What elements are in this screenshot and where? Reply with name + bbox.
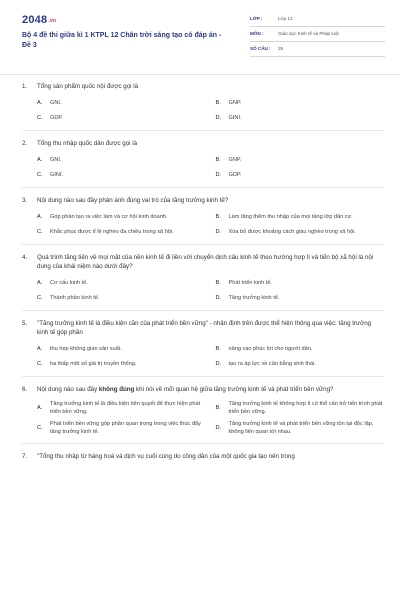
question-text: Nội dung nào sau đây phản ánh đúng vai trò của tăng trưởng kinh tế? xyxy=(37,197,229,204)
question-number: 4. xyxy=(22,254,28,261)
option-letter: C. xyxy=(37,114,43,121)
meta-key: MÔN : xyxy=(250,31,264,36)
header-divider xyxy=(0,74,400,75)
option-letter: D. xyxy=(215,114,222,121)
question-stem xyxy=(22,253,384,271)
option-text: Góp phần tạo ra việc làm và cơ hội kinh doanh. xyxy=(50,213,168,220)
option-text: GINI. xyxy=(50,171,64,178)
option-text: Xóa bỏ được khoảng cách giàu nghèo trong xã hội. xyxy=(228,228,356,235)
meta-value: 28 xyxy=(278,46,284,51)
option-letter: B. xyxy=(215,156,221,163)
question-4 xyxy=(22,253,384,311)
option-text: Tăng trưởng kinh tế là điều kiện tiên quyết để thực hiện phát triển bền vững. xyxy=(50,401,201,415)
option-text: GNI. xyxy=(50,99,62,106)
option-b[interactable] xyxy=(216,343,385,354)
question-list xyxy=(22,82,384,476)
question-1 xyxy=(22,82,384,131)
question-text xyxy=(37,385,333,394)
option-letter: A. xyxy=(37,345,43,352)
document-header xyxy=(22,12,382,62)
question-stem xyxy=(22,385,384,394)
question-3 xyxy=(22,196,384,245)
option-text: Phát triển kinh tế. xyxy=(228,279,273,286)
option-text: GNI. xyxy=(50,156,62,163)
option-b[interactable] xyxy=(216,154,385,165)
meta-value: Lớp 12 xyxy=(278,16,293,21)
option-d[interactable] xyxy=(216,226,385,237)
option-letter: B. xyxy=(215,345,221,352)
option-text: GNP. xyxy=(228,99,242,106)
question-number: 7. xyxy=(22,453,28,460)
option-text: Khắc phục được tỉ lệ nghèo đa chiều trong xã hội. xyxy=(50,228,174,235)
option-b[interactable] xyxy=(216,400,385,416)
option-letter: D. xyxy=(215,425,222,431)
option-grid xyxy=(22,400,384,436)
option-letter: A. xyxy=(37,213,43,220)
option-grid xyxy=(22,97,384,123)
option-c[interactable] xyxy=(37,226,206,237)
option-grid xyxy=(22,211,384,237)
option-letter: D. xyxy=(215,360,222,367)
option-d[interactable] xyxy=(216,420,385,436)
question-number: 6. xyxy=(22,386,28,393)
option-c[interactable] xyxy=(37,292,206,303)
option-letter: A. xyxy=(37,156,43,163)
option-letter: C. xyxy=(37,360,43,367)
question-text: Quá trình tăng tiến về mọi mặt của nền kinh tế đi liền với chuyển dịch cấu kinh tế theo hướng hợp lí và tiến bộ xã hội là nội dung của khái niệm nào dưới đây? xyxy=(37,254,374,270)
option-a[interactable] xyxy=(37,277,206,288)
option-c[interactable] xyxy=(37,358,206,369)
option-text: GDP. xyxy=(228,171,242,178)
meta-value: Giáo dục Kinh tế và Pháp luật xyxy=(278,31,339,36)
meta-row-count xyxy=(250,42,385,57)
option-letter: D. xyxy=(215,171,222,178)
option-letter: B. xyxy=(215,405,221,411)
option-text: Làm tăng thêm thu nhập của mọi tầng lớp dân cư. xyxy=(228,213,353,220)
question-2 xyxy=(22,139,384,188)
question-7 xyxy=(22,452,384,468)
question-text: Tổng thu nhập quốc dân được gọi là xyxy=(37,140,138,147)
question-text: "Tổng thu nhập từ hàng hoá và dịch vụ cuối cùng do công dân của một quốc gia tạo nên trong xyxy=(37,453,295,460)
option-d[interactable] xyxy=(216,169,385,180)
option-text: nâng cao phúc lợi cho người dân. xyxy=(228,345,313,352)
question-5 xyxy=(22,319,384,377)
option-c[interactable] xyxy=(37,169,206,180)
option-grid xyxy=(22,277,384,303)
meta-key: SỐ CÂU : xyxy=(250,46,271,51)
option-text: Tăng trưởng kinh tế. xyxy=(228,294,280,301)
option-c[interactable] xyxy=(37,420,206,436)
option-letter: B. xyxy=(215,279,221,286)
question-number: 2. xyxy=(22,140,28,147)
question-text-after: khi nói về mối quan hệ giữa tăng trưởng kinh tế và phát triển bền vững? xyxy=(134,386,334,393)
question-text-emphasis: không đúng xyxy=(98,386,135,393)
option-text: Tăng trưởng kinh tế và phát triển bền vững tồn tại độc lập, không liên quan tới nhau. xyxy=(228,421,374,435)
option-letter: C. xyxy=(37,171,43,178)
question-number: 3. xyxy=(22,197,28,204)
option-text: Cơ cấu kinh tế. xyxy=(50,279,88,286)
question-stem xyxy=(22,139,384,148)
option-text: hạ thấp một số giá trị truyền thống. xyxy=(50,360,137,367)
option-letter: D. xyxy=(215,228,222,235)
document-meta xyxy=(250,12,385,57)
option-letter: B. xyxy=(215,99,221,106)
option-grid xyxy=(22,154,384,180)
option-a[interactable] xyxy=(37,343,206,354)
option-grid xyxy=(22,343,384,369)
question-text-before: Nội dung nào sau đây xyxy=(37,386,99,393)
question-stem xyxy=(22,82,384,91)
question-text: "Tăng trưởng kinh tế là điều kiện cần của phát triển bền vững" - nhận định trên được thể hiện thông qua việc: tăng trưởng kinh tế góp phần xyxy=(37,320,372,336)
option-a[interactable] xyxy=(37,97,206,108)
option-text: GNP. xyxy=(228,156,242,163)
meta-row-class xyxy=(250,12,385,27)
option-letter: B. xyxy=(215,213,221,220)
option-text: Phát triển bền vững góp phần quan trọng trong việc thúc đẩy tăng trưởng kinh tế. xyxy=(50,421,201,435)
option-d[interactable] xyxy=(216,292,385,303)
question-6 xyxy=(22,385,384,444)
option-letter: A. xyxy=(37,99,43,106)
option-text: Thành phần kinh tế. xyxy=(50,294,100,301)
option-letter: C. xyxy=(37,425,43,431)
question-text: Tổng sản phẩm quốc nội được gọi là xyxy=(37,83,139,90)
option-a[interactable] xyxy=(37,154,206,165)
option-letter: A. xyxy=(37,405,43,411)
question-stem xyxy=(22,319,384,337)
option-letter: D. xyxy=(215,294,222,301)
logo-text: 2048 xyxy=(22,14,48,26)
question-stem xyxy=(22,196,384,205)
meta-key: LỚP : xyxy=(250,16,263,21)
option-c[interactable] xyxy=(37,112,206,123)
option-text: tạo ra áp lực về cân bằng sinh thái. xyxy=(228,360,316,367)
option-b[interactable] xyxy=(216,97,385,108)
question-number: 5. xyxy=(22,320,28,327)
option-text: GINI. xyxy=(228,114,242,121)
option-text: Tăng trưởng kinh tế không hợp lí có thể cản trở tiến trình phát triển bền vững. xyxy=(228,401,383,415)
site-logo[interactable] xyxy=(22,14,56,26)
option-a[interactable] xyxy=(37,211,206,222)
option-letter: A. xyxy=(37,279,43,286)
question-number: 1. xyxy=(22,83,28,90)
logo-suffix: .vn xyxy=(48,18,57,24)
option-letter: C. xyxy=(37,294,43,301)
option-d[interactable] xyxy=(216,358,385,369)
document-title: Bộ 4 đề thi giữa kì 1 KTPL 12 Chân trời sáng tạo có đáp án - Đề 3 xyxy=(22,32,222,49)
option-b[interactable] xyxy=(216,277,385,288)
option-text: GDP. xyxy=(50,114,63,121)
option-a[interactable] xyxy=(37,400,206,416)
question-stem xyxy=(22,452,384,461)
option-text: thu hẹp không gian sản xuất. xyxy=(50,345,122,352)
option-b[interactable] xyxy=(216,211,385,222)
meta-row-subject xyxy=(250,27,385,42)
option-letter: C. xyxy=(37,228,43,235)
option-d[interactable] xyxy=(216,112,385,123)
